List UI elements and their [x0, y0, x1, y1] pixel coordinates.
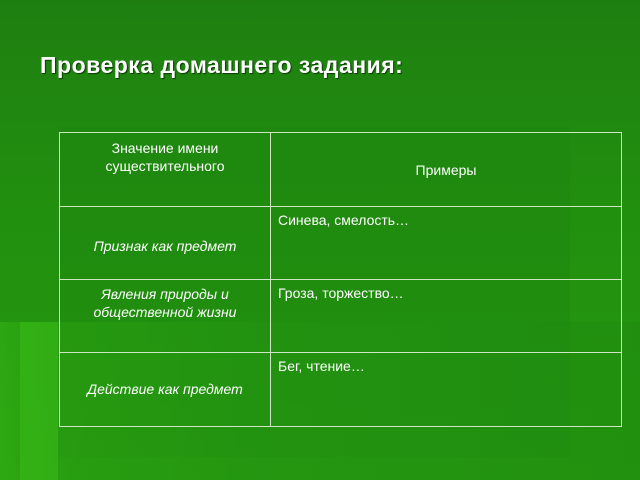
row-label: Признак как предмет — [60, 207, 271, 280]
header-meaning: Значение имени существительного — [60, 133, 271, 207]
decorative-panel-left — [20, 322, 58, 480]
table-header-row — [60, 133, 622, 207]
row-label: Действие как предмет — [60, 353, 271, 427]
table-row — [60, 353, 622, 427]
row-examples: Бег, чтение… — [271, 353, 622, 427]
row-label: Явления природы и общественной жизни — [60, 280, 271, 353]
row-examples: Гроза, торжество… — [271, 280, 622, 353]
homework-table — [59, 132, 622, 427]
table-row — [60, 280, 622, 353]
slide-title: Проверка домашнего задания: — [40, 52, 404, 78]
row-examples: Синева, смелость… — [271, 207, 622, 280]
table-row — [60, 207, 622, 280]
header-examples: Примеры — [271, 133, 622, 207]
